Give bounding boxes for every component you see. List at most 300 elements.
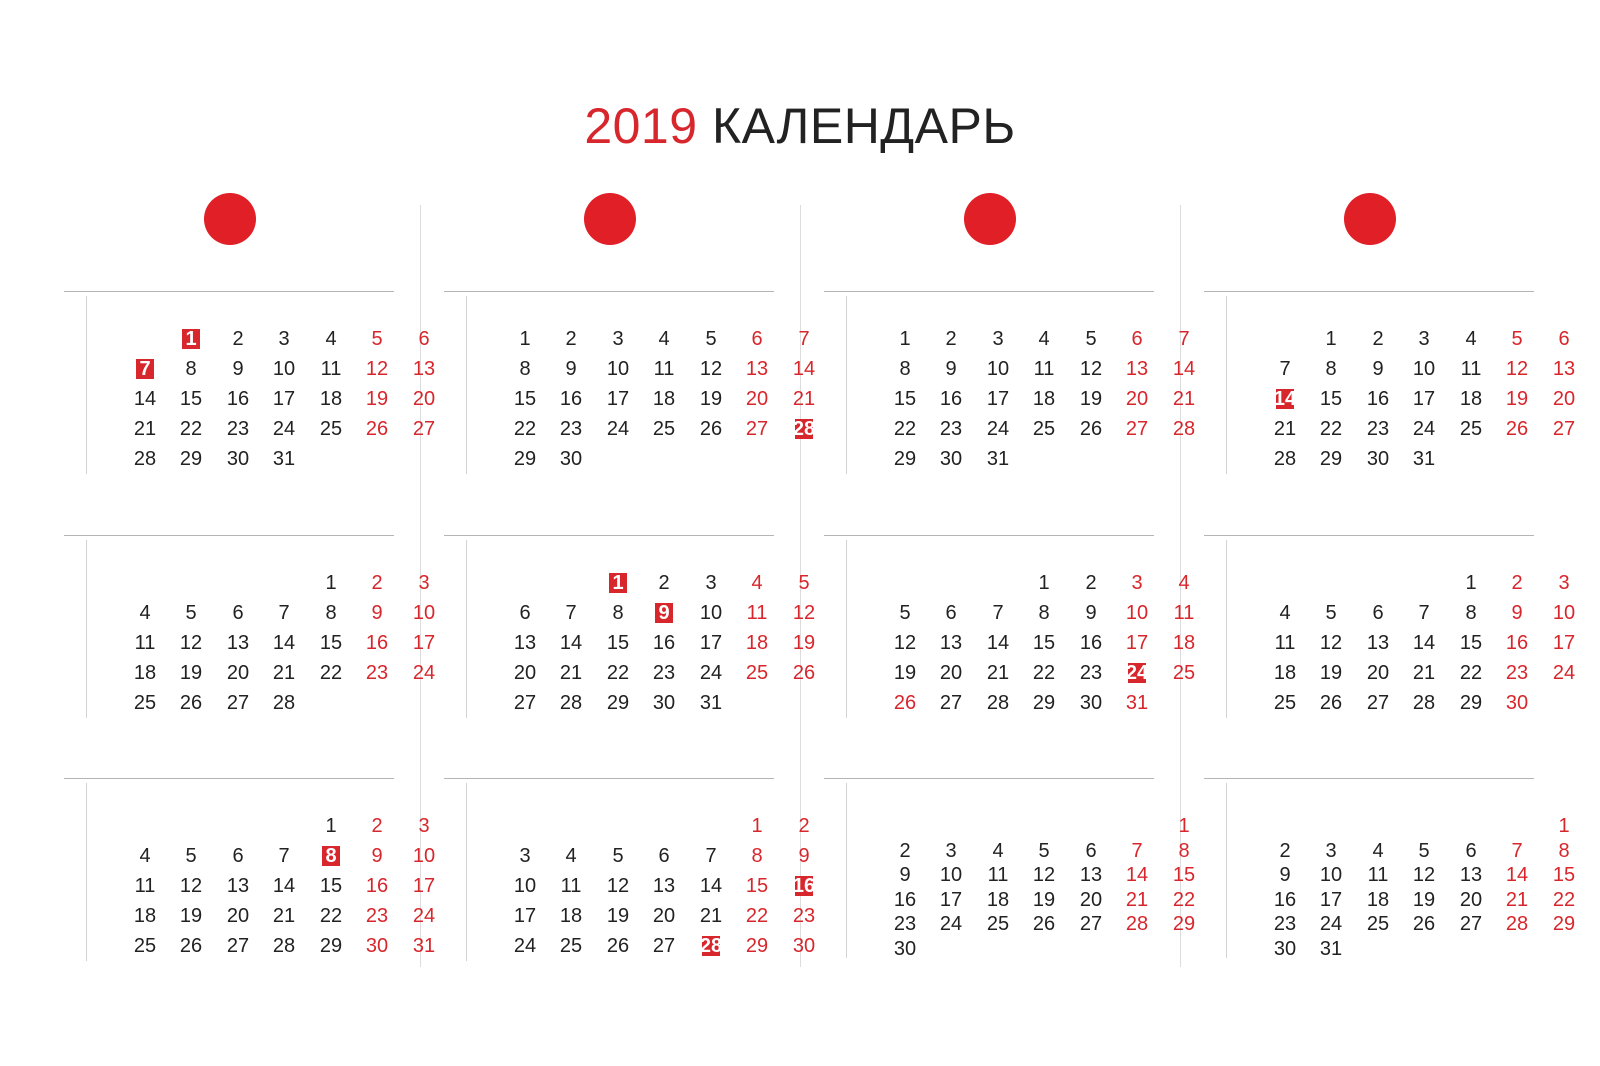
month-header xyxy=(444,499,774,536)
day-cell: 4 xyxy=(139,602,151,624)
day-cell: 4 xyxy=(992,839,1004,862)
day-cell: 22 xyxy=(179,418,203,440)
day-cell: 13 xyxy=(226,875,250,897)
day-cell: 20 xyxy=(1459,888,1483,911)
day-cell: 22 xyxy=(319,662,343,684)
day-cell: 16 xyxy=(1366,388,1390,410)
day-cell: 2 xyxy=(798,815,810,837)
week-row xyxy=(420,447,780,471)
day-cell: 8 xyxy=(519,358,531,380)
day-cell: 5 xyxy=(899,602,911,624)
day-cell: 25 xyxy=(1032,418,1056,440)
day-cell: 13 xyxy=(939,632,963,654)
day-cell-holiday: 8 xyxy=(314,844,348,868)
day-cell: 19 xyxy=(1319,662,1343,684)
week-row xyxy=(1180,631,1576,655)
day-cell: 28 xyxy=(1125,913,1149,935)
day-cell: 18 xyxy=(745,632,769,654)
month-header xyxy=(444,255,774,292)
day-cell: 24 xyxy=(606,418,630,440)
day-cell: 14 xyxy=(272,875,296,897)
day-cell: 23 xyxy=(1273,913,1297,935)
day-cell: 16 xyxy=(893,888,917,911)
day-cell: 15 xyxy=(179,388,203,410)
month-header xyxy=(1204,255,1534,292)
day-cell: 10 xyxy=(606,358,630,380)
day-cell: 14 xyxy=(1412,632,1436,654)
day-cell: 14 xyxy=(699,875,723,897)
day-cell: 26 xyxy=(365,418,389,440)
day-cell: 1 xyxy=(1465,572,1477,594)
day-cell: 29 xyxy=(319,935,343,957)
week-row xyxy=(1180,912,1576,936)
title-year: 2019 xyxy=(584,98,698,154)
week-row xyxy=(800,601,1195,625)
day-cell: 12 xyxy=(606,875,630,897)
quarter-column xyxy=(1180,0,1576,1000)
day-cell: 6 xyxy=(1465,839,1477,862)
day-cell: 23 xyxy=(226,418,250,440)
day-cell: 17 xyxy=(412,632,436,654)
quarter-column xyxy=(40,0,436,1000)
day-cell: 1 xyxy=(325,572,337,594)
week-row xyxy=(40,387,436,411)
day-cell: 4 xyxy=(658,328,670,350)
day-cell: 19 xyxy=(1505,388,1529,410)
day-cell: 10 xyxy=(1125,602,1149,624)
day-cell: 28 xyxy=(133,448,157,470)
day-cell: 4 xyxy=(751,572,763,594)
day-cell: 31 xyxy=(699,692,723,714)
day-cell: 26 xyxy=(1032,913,1056,935)
day-cell: 5 xyxy=(1418,839,1430,862)
day-cell: 25 xyxy=(133,692,157,714)
day-cell: 8 xyxy=(1038,602,1050,624)
day-cell: 10 xyxy=(272,358,296,380)
day-cell: 17 xyxy=(1125,632,1149,654)
day-cell-holiday: 9 xyxy=(647,601,681,625)
day-cell: 17 xyxy=(1412,388,1436,410)
quarter-column xyxy=(800,0,1196,1000)
day-cell: 23 xyxy=(893,913,917,935)
week-row xyxy=(40,327,430,351)
day-cell: 28 xyxy=(1505,913,1529,935)
day-cell: 12 xyxy=(699,358,723,380)
day-cell: 6 xyxy=(1558,328,1570,350)
day-cell: 12 xyxy=(1412,864,1436,886)
day-cell: 19 xyxy=(606,905,630,927)
week-row xyxy=(1180,357,1576,381)
week-row xyxy=(420,934,816,958)
day-cell: 1 xyxy=(1038,572,1050,594)
day-cell: 29 xyxy=(1032,692,1056,714)
day-cell: 31 xyxy=(986,448,1010,470)
day-cell: 6 xyxy=(1372,602,1384,624)
day-cell: 26 xyxy=(792,662,816,684)
day-cell: 3 xyxy=(1325,839,1337,862)
day-cell: 17 xyxy=(1552,632,1576,654)
day-cell: 17 xyxy=(986,388,1010,410)
day-cell: 4 xyxy=(1465,328,1477,350)
day-cell: 13 xyxy=(652,875,676,897)
day-cell: 1 xyxy=(519,328,531,350)
day-cell: 21 xyxy=(272,905,296,927)
day-cell: 13 xyxy=(1125,358,1149,380)
day-cell: 7 xyxy=(705,845,717,867)
day-cell: 22 xyxy=(1552,888,1576,911)
day-cell: 13 xyxy=(745,358,769,380)
day-cell: 16 xyxy=(1505,632,1529,654)
week-row xyxy=(420,691,780,715)
week-row xyxy=(800,387,1196,411)
day-cell: 25 xyxy=(1273,692,1297,714)
day-cell: 26 xyxy=(606,935,630,957)
day-cell: 3 xyxy=(1131,572,1143,594)
day-cell: 6 xyxy=(945,602,957,624)
day-cell: 13 xyxy=(1079,864,1103,886)
day-cell: 10 xyxy=(1552,602,1576,624)
month-header xyxy=(64,499,394,536)
day-cell: 8 xyxy=(185,358,197,380)
day-cell: 21 xyxy=(986,662,1010,684)
day-cell: 30 xyxy=(365,935,389,957)
day-cell: 19 xyxy=(1032,888,1056,911)
month-header xyxy=(1204,499,1534,536)
day-cell: 28 xyxy=(272,935,296,957)
day-cell: 25 xyxy=(1459,418,1483,440)
day-cell: 5 xyxy=(185,602,197,624)
day-cell: 27 xyxy=(226,692,250,714)
day-cell: 15 xyxy=(513,388,537,410)
day-cell: 29 xyxy=(606,692,630,714)
day-cell: 23 xyxy=(1366,418,1390,440)
day-cell: 17 xyxy=(606,388,630,410)
month-block xyxy=(40,255,436,485)
day-cell: 23 xyxy=(365,905,389,927)
day-cell: 12 xyxy=(1505,358,1529,380)
day-cell: 10 xyxy=(513,875,537,897)
day-cell: 13 xyxy=(1366,632,1390,654)
day-cell: 27 xyxy=(652,935,676,957)
day-cell: 27 xyxy=(513,692,537,714)
day-cell: 7 xyxy=(992,602,1004,624)
day-cell: 11 xyxy=(1033,358,1055,380)
day-cell: 23 xyxy=(365,662,389,684)
day-cell: 3 xyxy=(1558,572,1570,594)
day-cell: 29 xyxy=(893,448,917,470)
day-cell: 27 xyxy=(412,418,436,440)
day-cell: 27 xyxy=(1459,913,1483,935)
day-cell: 19 xyxy=(792,632,816,654)
day-cell: 4 xyxy=(139,845,151,867)
day-cell: 5 xyxy=(1511,328,1523,350)
day-cell: 6 xyxy=(519,602,531,624)
day-cell: 21 xyxy=(559,662,583,684)
month-block xyxy=(420,499,816,729)
day-cell: 9 xyxy=(371,845,383,867)
day-cell: 24 xyxy=(412,662,436,684)
day-cell: 26 xyxy=(179,692,203,714)
day-cell: 5 xyxy=(1085,328,1097,350)
day-cell: 7 xyxy=(1511,839,1523,862)
day-cell: 1 xyxy=(1178,815,1190,837)
day-cell: 10 xyxy=(1412,358,1436,380)
day-cell: 10 xyxy=(986,358,1010,380)
day-cell: 25 xyxy=(1172,662,1196,684)
day-cell: 22 xyxy=(1172,888,1196,911)
month-header xyxy=(1204,742,1534,779)
day-cell: 12 xyxy=(179,632,203,654)
day-cell: 24 xyxy=(1552,662,1576,684)
day-cell: 22 xyxy=(319,905,343,927)
day-cell: 13 xyxy=(226,632,250,654)
day-cell: 7 xyxy=(1279,358,1291,380)
title-label: КАЛЕНДАРЬ xyxy=(711,98,1016,154)
week-row xyxy=(1180,863,1576,887)
day-cell: 18 xyxy=(1366,888,1390,911)
day-cell: 15 xyxy=(606,632,630,654)
day-cell: 26 xyxy=(1079,418,1103,440)
day-cell: 27 xyxy=(745,418,769,440)
month-block xyxy=(800,499,1196,729)
day-cell: 18 xyxy=(1273,662,1297,684)
day-cell: 21 xyxy=(1273,418,1297,440)
day-cell: 21 xyxy=(1505,888,1529,911)
day-cell: 13 xyxy=(1552,358,1576,380)
week-row xyxy=(40,904,436,928)
day-cell: 6 xyxy=(751,328,763,350)
day-cell: 18 xyxy=(133,905,157,927)
day-cell: 12 xyxy=(1079,358,1103,380)
day-cell: 7 xyxy=(1418,602,1430,624)
day-cell: 9 xyxy=(232,358,244,380)
day-cell: 27 xyxy=(1366,692,1390,714)
day-cell: 9 xyxy=(1372,358,1384,380)
week-row xyxy=(40,844,436,868)
day-cell: 30 xyxy=(226,448,250,470)
day-cell: 30 xyxy=(893,937,917,960)
day-cell: 20 xyxy=(412,388,436,410)
quarter-column xyxy=(420,0,816,1000)
week-row xyxy=(1180,691,1540,715)
day-cell: 15 xyxy=(1172,864,1196,886)
day-cell: 25 xyxy=(1366,913,1390,935)
day-cell: 9 xyxy=(1279,864,1291,886)
day-cell-holiday: 28 xyxy=(787,417,821,441)
day-cell: 10 xyxy=(1319,864,1343,886)
day-cell: 20 xyxy=(1125,388,1149,410)
day-cell: 4 xyxy=(1178,572,1190,594)
month-header xyxy=(64,255,394,292)
day-cell: 24 xyxy=(699,662,723,684)
day-cell: 21 xyxy=(1412,662,1436,684)
day-cell: 5 xyxy=(185,845,197,867)
week-row xyxy=(420,631,816,655)
day-cell: 22 xyxy=(606,662,630,684)
day-cell: 14 xyxy=(1125,864,1149,886)
day-cell: 25 xyxy=(986,913,1010,935)
week-row xyxy=(40,661,436,685)
day-cell: 2 xyxy=(371,572,383,594)
day-cell: 31 xyxy=(272,448,296,470)
day-cell: 11 xyxy=(320,358,342,380)
day-cell: 11 xyxy=(1460,358,1482,380)
day-cell: 8 xyxy=(1558,839,1570,862)
day-cell: 28 xyxy=(1412,692,1436,714)
week-row xyxy=(420,601,816,625)
day-cell: 8 xyxy=(325,602,337,624)
day-cell: 2 xyxy=(1511,572,1523,594)
day-cell: 18 xyxy=(986,888,1010,911)
day-cell: 11 xyxy=(560,875,582,897)
day-cell: 15 xyxy=(745,875,769,897)
day-cell: 24 xyxy=(412,905,436,927)
day-cell: 19 xyxy=(179,662,203,684)
day-cell: 9 xyxy=(798,845,810,867)
week-row xyxy=(1180,601,1576,625)
day-cell: 17 xyxy=(412,875,436,897)
day-cell: 20 xyxy=(1079,888,1103,911)
day-cell: 3 xyxy=(1418,328,1430,350)
day-cell: 5 xyxy=(612,845,624,867)
week-row xyxy=(420,661,816,685)
day-cell: 25 xyxy=(652,418,676,440)
day-cell: 16 xyxy=(365,875,389,897)
day-cell: 25 xyxy=(319,418,343,440)
week-row xyxy=(800,661,1196,685)
day-cell: 20 xyxy=(226,662,250,684)
day-cell: 18 xyxy=(1032,388,1056,410)
day-cell: 24 xyxy=(272,418,296,440)
day-cell: 18 xyxy=(559,905,583,927)
day-cell: 4 xyxy=(1372,839,1384,862)
week-row xyxy=(800,937,1160,961)
day-cell: 22 xyxy=(745,905,769,927)
week-row xyxy=(40,357,436,381)
week-row xyxy=(800,691,1160,715)
day-cell: 20 xyxy=(745,388,769,410)
day-cell: 5 xyxy=(1325,602,1337,624)
week-row xyxy=(40,814,430,838)
day-cell: 3 xyxy=(945,839,957,862)
day-cell: 18 xyxy=(1459,388,1483,410)
month-header xyxy=(64,742,394,779)
day-cell-holiday: 1 xyxy=(601,571,635,595)
day-cell-holiday: 14 xyxy=(1268,387,1302,411)
day-cell: 6 xyxy=(418,328,430,350)
day-cell: 21 xyxy=(272,662,296,684)
week-row xyxy=(800,571,1190,595)
day-cell: 12 xyxy=(365,358,389,380)
quarter-badge xyxy=(1344,193,1396,245)
day-cell: 12 xyxy=(792,602,816,624)
day-cell: 8 xyxy=(899,358,911,380)
day-cell: 23 xyxy=(1079,662,1103,684)
day-cell: 2 xyxy=(371,815,383,837)
day-cell: 26 xyxy=(179,935,203,957)
day-cell: 29 xyxy=(1459,692,1483,714)
month-header xyxy=(824,255,1154,292)
day-cell: 14 xyxy=(1505,864,1529,886)
day-cell: 16 xyxy=(1273,888,1297,911)
day-cell: 31 xyxy=(1412,448,1436,470)
week-row xyxy=(800,839,1190,863)
day-cell: 1 xyxy=(751,815,763,837)
day-cell: 16 xyxy=(559,388,583,410)
day-cell: 2 xyxy=(232,328,244,350)
week-row xyxy=(800,863,1196,887)
day-cell: 20 xyxy=(652,905,676,927)
day-cell: 4 xyxy=(565,845,577,867)
day-cell: 22 xyxy=(1459,662,1483,684)
week-row xyxy=(1180,447,1540,471)
day-cell: 9 xyxy=(371,602,383,624)
day-cell: 29 xyxy=(745,935,769,957)
week-row xyxy=(420,874,816,898)
day-cell: 22 xyxy=(513,418,537,440)
day-cell: 23 xyxy=(792,905,816,927)
day-cell: 3 xyxy=(705,572,717,594)
day-cell: 8 xyxy=(612,602,624,624)
day-cell: 4 xyxy=(325,328,337,350)
day-cell: 7 xyxy=(798,328,810,350)
day-cell: 10 xyxy=(412,845,436,867)
day-cell: 19 xyxy=(1079,388,1103,410)
day-cell: 6 xyxy=(1131,328,1143,350)
day-cell: 22 xyxy=(1319,418,1343,440)
quarter-badge xyxy=(204,193,256,245)
day-cell: 18 xyxy=(133,662,157,684)
week-row xyxy=(420,387,816,411)
day-cell: 3 xyxy=(992,328,1004,350)
day-cell: 30 xyxy=(1366,448,1390,470)
day-cell: 20 xyxy=(1366,662,1390,684)
day-cell: 11 xyxy=(134,632,156,654)
month-header xyxy=(824,742,1154,779)
day-cell: 10 xyxy=(939,864,963,886)
day-cell: 13 xyxy=(1459,864,1483,886)
day-cell: 18 xyxy=(1172,632,1196,654)
day-cell: 30 xyxy=(792,935,816,957)
day-cell: 2 xyxy=(1279,839,1291,862)
day-cell: 26 xyxy=(1319,692,1343,714)
day-cell: 9 xyxy=(1511,602,1523,624)
day-cell: 10 xyxy=(412,602,436,624)
day-cell: 14 xyxy=(272,632,296,654)
week-row xyxy=(800,912,1196,936)
day-cell: 29 xyxy=(1319,448,1343,470)
month-block xyxy=(40,742,436,972)
day-cell: 11 xyxy=(746,602,768,624)
day-cell: 3 xyxy=(519,845,531,867)
day-cell: 7 xyxy=(1131,839,1143,862)
day-cell: 2 xyxy=(1372,328,1384,350)
day-cell: 19 xyxy=(179,905,203,927)
day-cell: 31 xyxy=(1319,937,1343,960)
day-cell: 9 xyxy=(899,864,911,886)
day-cell: 21 xyxy=(699,905,723,927)
day-cell-holiday: 1 xyxy=(174,327,208,351)
day-cell: 19 xyxy=(893,662,917,684)
day-cell: 29 xyxy=(179,448,203,470)
day-cell: 11 xyxy=(987,864,1009,886)
day-cell: 1 xyxy=(1558,815,1570,837)
month-block xyxy=(420,742,816,972)
day-cell: 4 xyxy=(1038,328,1050,350)
day-cell: 27 xyxy=(1552,418,1576,440)
day-cell: 15 xyxy=(893,388,917,410)
day-cell: 8 xyxy=(1178,839,1190,862)
